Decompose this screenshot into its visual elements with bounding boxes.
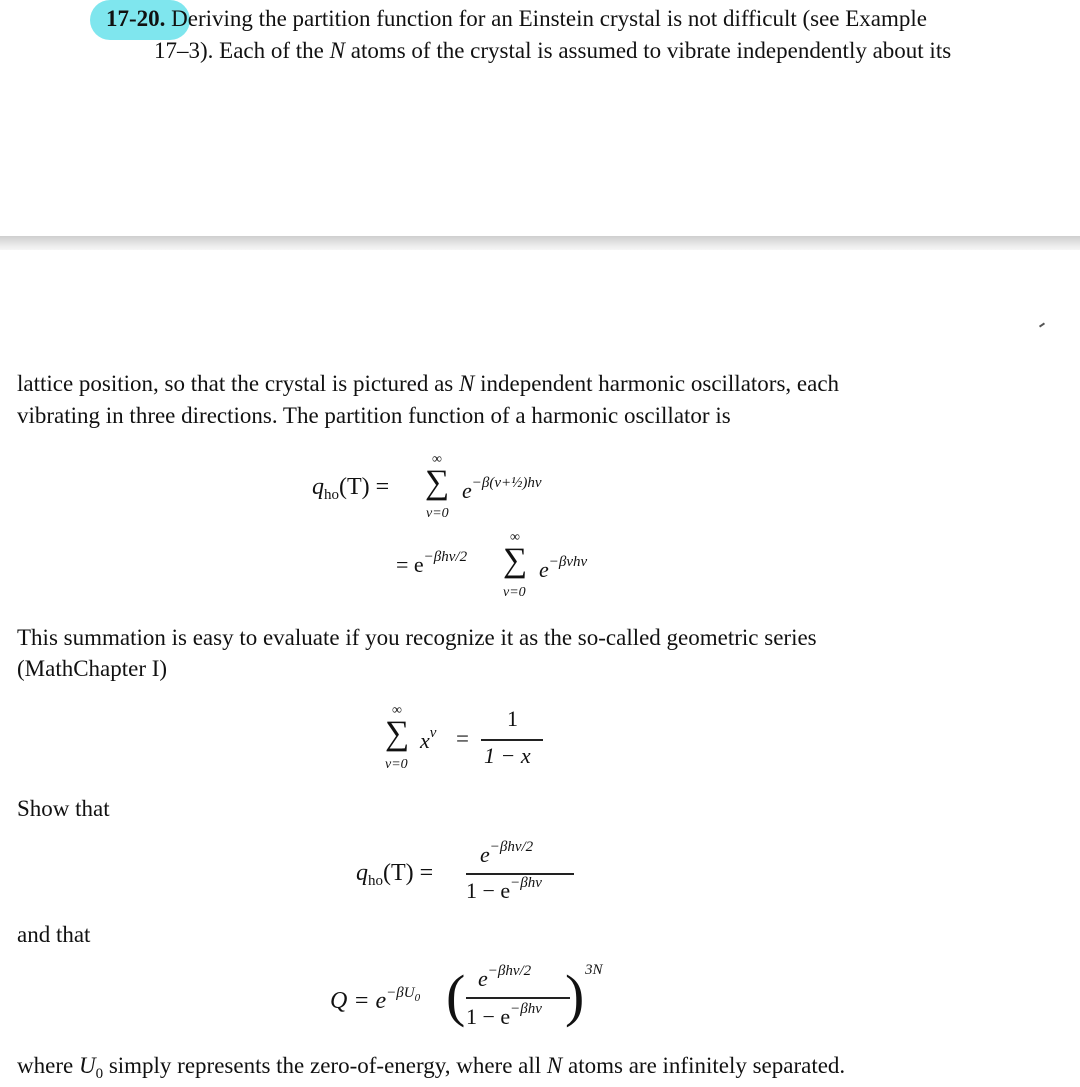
eq2-sum-upper: ∞ <box>392 703 402 718</box>
eq2-sigma: ∑ <box>385 715 410 752</box>
eq1-line2-sum-upper: ∞ <box>510 530 520 545</box>
eq1-line2-sum-lower: v=0 <box>503 585 526 600</box>
eq2-fraction-bar <box>481 739 543 741</box>
eq3-numerator: $e^{-\beta h\nu/2}$ <box>480 839 534 867</box>
eq2-sum-lower: v=0 <box>385 757 408 772</box>
eq2-numerator: 1 <box>507 706 518 731</box>
paragraph2-line2: (MathChapter I) <box>17 656 168 681</box>
eq1-sum-lower: v=0 <box>426 506 449 521</box>
stray-mark <box>1039 322 1045 327</box>
eq3-lhs: $q_{ho}(T)$ = <box>356 860 434 889</box>
page-divider <box>0 236 1080 250</box>
eq4-outer-power: 3N <box>585 962 603 978</box>
problem-line-1 <box>106 3 927 35</box>
eq2-power-term: $x^v$ <box>420 725 437 753</box>
eq1-line2-exponential: $e^{-\beta vh\nu}$ <box>539 554 588 582</box>
eq1-line2-prefactor: = $e^{-\beta h\nu/2}$ <box>396 549 468 577</box>
show-that-label: Show that <box>17 796 110 821</box>
eq4-fraction-bar <box>466 997 570 999</box>
paragraph1-line1: lattice position, so that the crystal is pictured as N independent harmonic oscillators, each <box>17 371 840 396</box>
eq3-denominator: $1 - e^{-\beta h\nu}$ <box>466 875 542 903</box>
eq4-lhs: $Q = e^{-\beta U_0}$ <box>330 985 421 1014</box>
eq1-lhs: $q_{ho}(T)$ = <box>312 474 390 503</box>
eq4-denominator: $1 - e^{-\beta h\nu}$ <box>466 1001 542 1029</box>
closing-line: where $U_0$ simply represents the zero-of-energy, where all N atoms are infinitely separated. <box>17 1053 846 1082</box>
problem-number: 17-20. <box>106 6 166 31</box>
problem-line-1-text: Deriving the partition function for an Einstein crystal is not difficult (see Example <box>171 6 927 31</box>
eq2-equals: = <box>456 726 469 751</box>
eq2-denominator: 1 − x <box>484 743 531 768</box>
eq4-numerator: $e^{-\beta h\nu/2}$ <box>478 963 532 991</box>
eq1-exponential: $e^{-\beta(v+\frac{1}{2})h\nu}$ <box>462 475 542 503</box>
paragraph1-line2: vibrating in three directions. The partition function of a harmonic oscillator is <box>17 403 731 428</box>
eq1-line2-sigma: ∑ <box>503 542 528 579</box>
eq4-right-paren: ) <box>565 963 585 1028</box>
problem-line-2: 17–3). Each of the N atoms of the crystal is assumed to vibrate independently about its <box>154 38 952 63</box>
and-that-label: and that <box>17 922 91 947</box>
paragraph2-line1: This summation is easy to evaluate if you recognize it as the so-called geometric series <box>17 625 817 650</box>
eq1-sigma: ∑ <box>425 464 450 501</box>
eq4-left-paren: ( <box>446 963 466 1028</box>
eq1-sum-upper: ∞ <box>432 452 442 467</box>
